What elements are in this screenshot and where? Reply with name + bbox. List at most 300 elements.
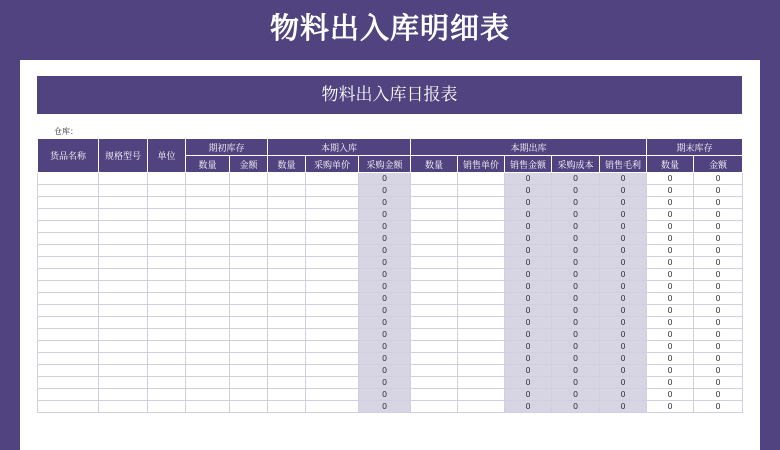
table-cell[interactable]: [99, 281, 148, 293]
table-cell[interactable]: [186, 233, 230, 245]
table-cell[interactable]: 0: [600, 281, 647, 293]
table-cell[interactable]: [306, 293, 359, 305]
table-cell[interactable]: [411, 317, 458, 329]
table-cell[interactable]: 0: [552, 281, 600, 293]
table-cell[interactable]: [38, 353, 99, 365]
table-cell[interactable]: 0: [359, 173, 411, 185]
table-cell[interactable]: 0: [647, 209, 694, 221]
table-cell[interactable]: [268, 257, 306, 269]
table-cell[interactable]: [230, 197, 268, 209]
table-cell[interactable]: 0: [600, 377, 647, 389]
table-cell[interactable]: [306, 281, 359, 293]
table-cell[interactable]: 0: [552, 389, 600, 401]
table-cell[interactable]: [230, 209, 268, 221]
table-cell[interactable]: 0: [552, 221, 600, 233]
table-cell[interactable]: 0: [505, 269, 552, 281]
table-cell[interactable]: 0: [359, 353, 411, 365]
table-cell[interactable]: [148, 173, 186, 185]
table-cell[interactable]: [458, 329, 505, 341]
table-cell[interactable]: [268, 329, 306, 341]
table-cell[interactable]: [99, 317, 148, 329]
table-cell[interactable]: 0: [359, 401, 411, 413]
table-cell[interactable]: [411, 305, 458, 317]
table-cell[interactable]: [230, 269, 268, 281]
table-cell[interactable]: [411, 257, 458, 269]
table-cell[interactable]: [306, 221, 359, 233]
table-cell[interactable]: [186, 221, 230, 233]
table-cell[interactable]: 0: [359, 269, 411, 281]
table-cell[interactable]: 0: [694, 365, 743, 377]
table-cell[interactable]: 0: [647, 269, 694, 281]
table-cell[interactable]: [230, 245, 268, 257]
table-cell[interactable]: 0: [552, 329, 600, 341]
table-cell[interactable]: [230, 293, 268, 305]
table-cell[interactable]: [38, 233, 99, 245]
table-cell[interactable]: [230, 257, 268, 269]
table-cell[interactable]: [306, 401, 359, 413]
table-cell[interactable]: 0: [647, 377, 694, 389]
table-cell[interactable]: 0: [359, 185, 411, 197]
table-cell[interactable]: [268, 389, 306, 401]
table-cell[interactable]: [186, 329, 230, 341]
table-cell[interactable]: [306, 329, 359, 341]
table-cell[interactable]: [38, 377, 99, 389]
table-cell[interactable]: [148, 293, 186, 305]
table-cell[interactable]: 0: [647, 281, 694, 293]
table-cell[interactable]: [306, 353, 359, 365]
table-cell[interactable]: [230, 377, 268, 389]
table-cell[interactable]: [411, 233, 458, 245]
table-cell[interactable]: [38, 185, 99, 197]
table-cell[interactable]: [38, 281, 99, 293]
table-cell[interactable]: [458, 233, 505, 245]
table-cell[interactable]: [268, 281, 306, 293]
table-cell[interactable]: 0: [600, 293, 647, 305]
table-cell[interactable]: [458, 389, 505, 401]
table-cell[interactable]: [186, 305, 230, 317]
table-cell[interactable]: 0: [647, 317, 694, 329]
table-cell[interactable]: [268, 341, 306, 353]
table-cell[interactable]: [186, 317, 230, 329]
table-cell[interactable]: [411, 221, 458, 233]
table-cell[interactable]: [38, 209, 99, 221]
table-cell[interactable]: 0: [647, 185, 694, 197]
table-cell[interactable]: [230, 173, 268, 185]
table-cell[interactable]: [458, 353, 505, 365]
table-cell[interactable]: [230, 305, 268, 317]
table-cell[interactable]: [268, 401, 306, 413]
table-cell[interactable]: 0: [600, 257, 647, 269]
table-cell[interactable]: 0: [552, 365, 600, 377]
table-cell[interactable]: [148, 341, 186, 353]
table-cell[interactable]: 0: [647, 389, 694, 401]
table-cell[interactable]: [268, 209, 306, 221]
table-cell[interactable]: 0: [505, 209, 552, 221]
table-cell[interactable]: [148, 185, 186, 197]
table-cell[interactable]: [230, 353, 268, 365]
table-cell[interactable]: 0: [647, 245, 694, 257]
table-cell[interactable]: [411, 329, 458, 341]
table-cell[interactable]: 0: [359, 305, 411, 317]
table-cell[interactable]: [186, 281, 230, 293]
table-cell[interactable]: [148, 221, 186, 233]
table-cell[interactable]: [458, 185, 505, 197]
table-cell[interactable]: [148, 365, 186, 377]
table-cell[interactable]: 0: [505, 317, 552, 329]
table-cell[interactable]: [186, 341, 230, 353]
table-cell[interactable]: 0: [552, 269, 600, 281]
table-cell[interactable]: [458, 341, 505, 353]
table-cell[interactable]: [38, 173, 99, 185]
table-cell[interactable]: [38, 317, 99, 329]
table-cell[interactable]: [148, 197, 186, 209]
table-cell[interactable]: [268, 317, 306, 329]
table-cell[interactable]: [186, 389, 230, 401]
table-cell[interactable]: [268, 365, 306, 377]
table-cell[interactable]: 0: [359, 377, 411, 389]
table-cell[interactable]: [38, 341, 99, 353]
table-cell[interactable]: [268, 353, 306, 365]
table-cell[interactable]: [411, 209, 458, 221]
table-cell[interactable]: [38, 305, 99, 317]
table-cell[interactable]: 0: [647, 365, 694, 377]
table-cell[interactable]: [306, 365, 359, 377]
table-cell[interactable]: [99, 293, 148, 305]
table-cell[interactable]: 0: [600, 221, 647, 233]
table-cell[interactable]: 0: [647, 293, 694, 305]
table-cell[interactable]: [268, 269, 306, 281]
table-cell[interactable]: [306, 389, 359, 401]
table-cell[interactable]: [411, 365, 458, 377]
table-cell[interactable]: 0: [505, 233, 552, 245]
table-cell[interactable]: [230, 221, 268, 233]
table-cell[interactable]: 0: [694, 185, 743, 197]
table-cell[interactable]: 0: [694, 377, 743, 389]
table-cell[interactable]: 0: [694, 209, 743, 221]
table-cell[interactable]: 0: [694, 173, 743, 185]
table-cell[interactable]: 0: [600, 341, 647, 353]
table-cell[interactable]: [38, 293, 99, 305]
table-cell[interactable]: 0: [359, 389, 411, 401]
table-cell[interactable]: 0: [600, 245, 647, 257]
table-cell[interactable]: [99, 245, 148, 257]
table-cell[interactable]: 0: [359, 257, 411, 269]
table-cell[interactable]: 0: [359, 293, 411, 305]
table-cell[interactable]: 0: [505, 293, 552, 305]
table-cell[interactable]: 0: [552, 293, 600, 305]
table-cell[interactable]: [99, 257, 148, 269]
table-cell[interactable]: [99, 269, 148, 281]
table-cell[interactable]: [306, 341, 359, 353]
table-cell[interactable]: 0: [552, 185, 600, 197]
table-cell[interactable]: 0: [647, 305, 694, 317]
table-cell[interactable]: [186, 293, 230, 305]
table-cell[interactable]: 0: [552, 353, 600, 365]
table-cell[interactable]: 0: [552, 317, 600, 329]
table-cell[interactable]: 0: [600, 197, 647, 209]
table-cell[interactable]: [458, 221, 505, 233]
table-cell[interactable]: 0: [694, 329, 743, 341]
table-cell[interactable]: 0: [552, 257, 600, 269]
table-cell[interactable]: [186, 173, 230, 185]
table-cell[interactable]: [230, 329, 268, 341]
table-cell[interactable]: [38, 269, 99, 281]
table-cell[interactable]: 0: [505, 245, 552, 257]
table-cell[interactable]: 0: [694, 245, 743, 257]
table-cell[interactable]: [99, 329, 148, 341]
table-cell[interactable]: [458, 209, 505, 221]
table-cell[interactable]: 0: [359, 281, 411, 293]
table-cell[interactable]: 0: [505, 329, 552, 341]
table-cell[interactable]: [186, 257, 230, 269]
table-cell[interactable]: [306, 233, 359, 245]
table-cell[interactable]: [186, 245, 230, 257]
table-cell[interactable]: [99, 305, 148, 317]
table-cell[interactable]: [148, 389, 186, 401]
table-cell[interactable]: [99, 341, 148, 353]
table-cell[interactable]: 0: [600, 317, 647, 329]
table-cell[interactable]: [268, 245, 306, 257]
table-cell[interactable]: [230, 401, 268, 413]
table-cell[interactable]: [148, 257, 186, 269]
table-cell[interactable]: 0: [552, 401, 600, 413]
table-cell[interactable]: [99, 233, 148, 245]
table-cell[interactable]: 0: [600, 329, 647, 341]
table-cell[interactable]: 0: [505, 197, 552, 209]
table-cell[interactable]: [186, 401, 230, 413]
table-cell[interactable]: 0: [694, 221, 743, 233]
table-cell[interactable]: [99, 377, 148, 389]
table-cell[interactable]: [38, 329, 99, 341]
table-cell[interactable]: [458, 245, 505, 257]
table-cell[interactable]: [458, 401, 505, 413]
table-cell[interactable]: 0: [552, 245, 600, 257]
table-cell[interactable]: 0: [600, 209, 647, 221]
table-cell[interactable]: [268, 293, 306, 305]
table-cell[interactable]: 0: [505, 221, 552, 233]
table-cell[interactable]: 0: [694, 341, 743, 353]
table-cell[interactable]: [458, 281, 505, 293]
table-cell[interactable]: [306, 257, 359, 269]
table-cell[interactable]: [99, 365, 148, 377]
table-cell[interactable]: [186, 209, 230, 221]
table-cell[interactable]: [148, 401, 186, 413]
table-cell[interactable]: 0: [647, 233, 694, 245]
table-cell[interactable]: [411, 389, 458, 401]
table-cell[interactable]: 0: [505, 401, 552, 413]
table-cell[interactable]: [99, 209, 148, 221]
table-cell[interactable]: 0: [694, 353, 743, 365]
table-cell[interactable]: 0: [600, 233, 647, 245]
table-cell[interactable]: 0: [694, 305, 743, 317]
table-cell[interactable]: [306, 185, 359, 197]
table-cell[interactable]: 0: [359, 329, 411, 341]
table-cell[interactable]: [458, 365, 505, 377]
table-cell[interactable]: [268, 173, 306, 185]
table-cell[interactable]: 0: [505, 281, 552, 293]
table-cell[interactable]: [458, 269, 505, 281]
table-cell[interactable]: 0: [505, 305, 552, 317]
table-cell[interactable]: [99, 173, 148, 185]
table-cell[interactable]: [148, 233, 186, 245]
table-cell[interactable]: 0: [600, 389, 647, 401]
table-cell[interactable]: [230, 365, 268, 377]
table-cell[interactable]: [411, 341, 458, 353]
table-cell[interactable]: [306, 305, 359, 317]
table-cell[interactable]: 0: [505, 353, 552, 365]
table-cell[interactable]: 0: [694, 269, 743, 281]
table-cell[interactable]: 0: [600, 365, 647, 377]
table-cell[interactable]: [38, 257, 99, 269]
table-cell[interactable]: [411, 173, 458, 185]
table-cell[interactable]: [268, 185, 306, 197]
table-cell[interactable]: 0: [647, 257, 694, 269]
table-cell[interactable]: 0: [600, 353, 647, 365]
table-cell[interactable]: [411, 245, 458, 257]
table-cell[interactable]: 0: [600, 305, 647, 317]
table-cell[interactable]: 0: [694, 197, 743, 209]
table-cell[interactable]: [148, 329, 186, 341]
table-cell[interactable]: [38, 389, 99, 401]
table-cell[interactable]: [148, 353, 186, 365]
table-cell[interactable]: 0: [694, 389, 743, 401]
table-cell[interactable]: [99, 221, 148, 233]
table-cell[interactable]: 0: [359, 245, 411, 257]
table-cell[interactable]: [411, 353, 458, 365]
table-cell[interactable]: [268, 197, 306, 209]
table-cell[interactable]: [148, 377, 186, 389]
table-cell[interactable]: 0: [552, 173, 600, 185]
table-cell[interactable]: [306, 377, 359, 389]
table-cell[interactable]: [458, 293, 505, 305]
table-cell[interactable]: [306, 197, 359, 209]
table-cell[interactable]: [148, 281, 186, 293]
table-cell[interactable]: [268, 305, 306, 317]
table-cell[interactable]: [38, 365, 99, 377]
table-cell[interactable]: [186, 185, 230, 197]
table-cell[interactable]: [306, 173, 359, 185]
table-cell[interactable]: 0: [600, 401, 647, 413]
table-cell[interactable]: [306, 269, 359, 281]
table-cell[interactable]: [306, 245, 359, 257]
table-cell[interactable]: 0: [647, 221, 694, 233]
table-cell[interactable]: [186, 377, 230, 389]
table-cell[interactable]: [230, 389, 268, 401]
table-cell[interactable]: [186, 197, 230, 209]
table-cell[interactable]: [411, 401, 458, 413]
table-cell[interactable]: 0: [505, 389, 552, 401]
table-cell[interactable]: 0: [552, 305, 600, 317]
table-cell[interactable]: 0: [359, 341, 411, 353]
table-cell[interactable]: [458, 257, 505, 269]
table-cell[interactable]: [99, 185, 148, 197]
table-cell[interactable]: [306, 317, 359, 329]
table-cell[interactable]: [458, 173, 505, 185]
table-cell[interactable]: 0: [552, 233, 600, 245]
table-cell[interactable]: 0: [359, 209, 411, 221]
table-cell[interactable]: 0: [505, 185, 552, 197]
table-cell[interactable]: [411, 269, 458, 281]
table-cell[interactable]: 0: [552, 209, 600, 221]
table-cell[interactable]: 0: [600, 185, 647, 197]
table-cell[interactable]: [38, 401, 99, 413]
table-cell[interactable]: 0: [600, 269, 647, 281]
table-cell[interactable]: [268, 221, 306, 233]
table-cell[interactable]: [148, 317, 186, 329]
table-cell[interactable]: [148, 305, 186, 317]
table-cell[interactable]: [230, 281, 268, 293]
table-cell[interactable]: 0: [647, 197, 694, 209]
table-cell[interactable]: 0: [359, 197, 411, 209]
table-cell[interactable]: [230, 185, 268, 197]
table-cell[interactable]: [186, 269, 230, 281]
table-cell[interactable]: 0: [552, 377, 600, 389]
table-cell[interactable]: 0: [647, 341, 694, 353]
table-cell[interactable]: 0: [647, 173, 694, 185]
table-cell[interactable]: [99, 197, 148, 209]
table-cell[interactable]: [99, 353, 148, 365]
table-cell[interactable]: [99, 401, 148, 413]
table-cell[interactable]: [38, 245, 99, 257]
table-cell[interactable]: 0: [359, 365, 411, 377]
table-cell[interactable]: [306, 209, 359, 221]
table-cell[interactable]: [411, 293, 458, 305]
table-cell[interactable]: [186, 365, 230, 377]
table-cell[interactable]: [268, 377, 306, 389]
table-cell[interactable]: [458, 197, 505, 209]
table-cell[interactable]: [411, 197, 458, 209]
table-cell[interactable]: 0: [552, 341, 600, 353]
table-cell[interactable]: [268, 233, 306, 245]
table-cell[interactable]: [458, 317, 505, 329]
table-cell[interactable]: 0: [600, 173, 647, 185]
table-cell[interactable]: [230, 341, 268, 353]
table-cell[interactable]: [458, 305, 505, 317]
table-cell[interactable]: 0: [694, 401, 743, 413]
table-cell[interactable]: 0: [694, 317, 743, 329]
table-cell[interactable]: 0: [505, 257, 552, 269]
table-cell[interactable]: [230, 233, 268, 245]
table-cell[interactable]: [99, 389, 148, 401]
table-cell[interactable]: [411, 377, 458, 389]
table-cell[interactable]: 0: [505, 365, 552, 377]
table-cell[interactable]: 0: [694, 257, 743, 269]
table-cell[interactable]: 0: [359, 317, 411, 329]
table-cell[interactable]: [148, 269, 186, 281]
table-cell[interactable]: [230, 317, 268, 329]
table-cell[interactable]: 0: [359, 233, 411, 245]
table-cell[interactable]: [411, 281, 458, 293]
table-cell[interactable]: 0: [552, 197, 600, 209]
table-cell[interactable]: 0: [647, 329, 694, 341]
table-cell[interactable]: 0: [505, 341, 552, 353]
table-cell[interactable]: 0: [359, 221, 411, 233]
table-cell[interactable]: [186, 353, 230, 365]
table-cell[interactable]: [458, 377, 505, 389]
table-cell[interactable]: [148, 245, 186, 257]
table-cell[interactable]: 0: [505, 377, 552, 389]
table-cell[interactable]: [411, 185, 458, 197]
table-cell[interactable]: [38, 197, 99, 209]
table-cell[interactable]: 0: [694, 281, 743, 293]
table-cell[interactable]: 0: [694, 233, 743, 245]
table-cell[interactable]: [148, 209, 186, 221]
table-cell[interactable]: [38, 221, 99, 233]
table-cell[interactable]: 0: [647, 401, 694, 413]
table-cell[interactable]: 0: [505, 173, 552, 185]
table-cell[interactable]: 0: [694, 293, 743, 305]
table-cell[interactable]: 0: [647, 353, 694, 365]
